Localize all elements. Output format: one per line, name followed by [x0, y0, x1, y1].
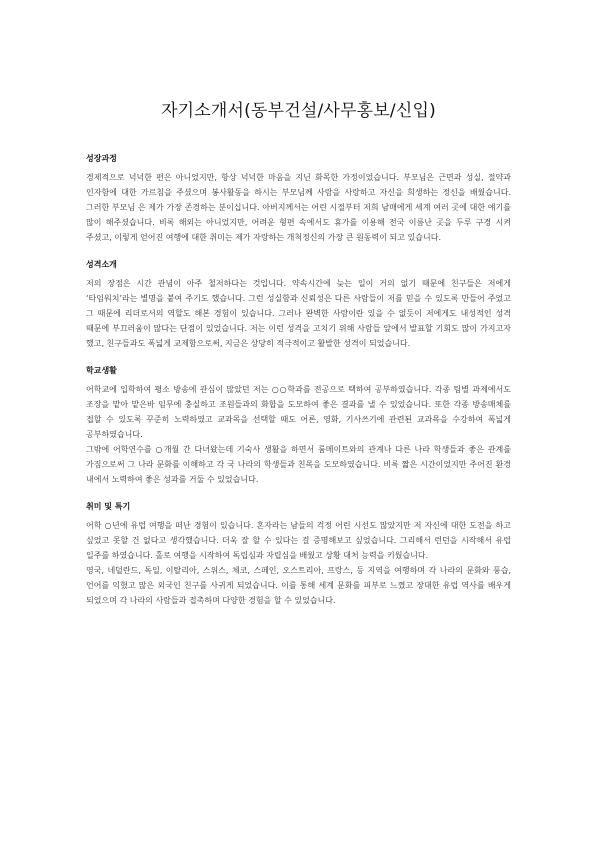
section-growth [86, 153, 511, 245]
section-school-life [86, 365, 511, 487]
document-page [86, 96, 511, 622]
section-body [86, 382, 511, 487]
document-title: 자기소개서(동부건설/사무홍보/신입) [161, 101, 436, 121]
section-body [86, 170, 511, 245]
section-body [86, 518, 511, 608]
section-heading: 취미 및 특기 [86, 502, 131, 511]
paragraph: 영국, 네덜란드, 독일, 이탈리아, 스위스, 체코, 스페인, 오스트리아, 프랑스, 등 지역을 여행하며 각 나라의 문화와 풍습, 언어를 익혔고 많은 외국인 친구를 사귀게 되었습니다. 이를 통해 세계 문화를 피부로 느꼈고 장대한 유럽 역사를 배우게 되었으며 각 나라의 사람들과 접촉하며 다양한 경험을 할 수 있었습니다. [86, 566, 511, 605]
paragraph: 저의 장점은 시간 관념이 아주 철저하다는 것입니다. 약속시간에 늦는 일이 거의 없기 때문에 친구들은 저에게 ‘타임워치’라는 별명을 붙여 주기도 했습니다. 그런 성실함과 신뢰성은 다른 사람들이 저를 믿을 수 있도록 만들어 주었고 그 때문에 리더로서의 역할도 해본 경험이 있습니다. 그러나 완벽한 사람이란 있을 수 없듯이 저에게도 내성적인 성격 때문에 부끄러움이 많다는 단점이 있었습니다. 저는 이런 성격을 고치기 위해 사람들 앞에서 발표할 기회도 많이 가지고자 했고, 친구들과도 폭넓게 교제함으로써, 지금은 상당히 적극적이고 활발한 성격이 되었습니다. [86, 279, 511, 348]
section-personality [86, 259, 511, 351]
section-heading: 성장과정 [86, 154, 117, 163]
paragraph: 어학 ○년에 유럽 여행을 떠난 경험이 있습니다. 혼자라는 남들의 걱정 어린 시선도 많았지만 저 자신에 대한 도전을 하고 싶었고 못할 건 없다고 생각했습니다. 더욱 잘 할 수 있다는 걸 증명해보고 싶었습니다. 그리해서 런던을 시작해서 유럽 일주를 하였습니다. 홀로 여행을 시작하여 독립심과 자립심을 배웠고 상황 대처 능력을 키웠습니다. [86, 521, 511, 560]
section-heading: 성격소개 [86, 260, 117, 269]
paragraph: 경제적으로 넉넉한 편은 아니었지만, 항상 넉넉한 마음을 지닌 화목한 가정이었습니다. 부모님은 근면과 성실, 절약과 인자함에 대한 가르침을 주셨으며 봉사활동을 하시는 부모님께 사람을 사랑하고 자신을 희생하는 정신을 배웠습니다. 그러한 부모님 은 제가 가장 존경하는 분이십니다. 아버지께서는 어린 시절부터 저희 남매에게 세계 여러 곳에 대한 얘기를 많이 해주셨습니다. 비록 해외는 아니었지만, 어려운 형편 속에서도 휴가를 이용해 전국 이름난 곳을 두루 구경 시켜 주셨고, 이렇게 얻어진 여행에 대한 취미는 제가 자랑하는 개척정신의 가장 큰 원동력이 되고 있습니다. [86, 173, 511, 242]
paragraph: 그밖에 어학연수를 ○개월 간 다녀왔는데 기숙사 생활을 하면서 룸메이트와의 관계나 다른 나라 학생들과 좋은 관계를 가짐으로써 그 나라 문화를 이해하고 각 국 나라의 학생들과 친목을 도모하였습니다. 비록 짧은 시간이었지만 주어진 환경 내에서 노력하여 좋은 성과를 거둘 수 있었습니다. [86, 445, 511, 484]
section-hobbies-skills [86, 501, 511, 608]
paragraph: 어학교에 입학하여 평소 방송에 관심이 많았던 저는 ○○학과를 전공으로 택하여 공부하였습니다. 각종 팀별 과제에서도 조장을 맡아 맡은바 임무에 충실하고 조원들과의 화합을 도모하여 좋은 결과를 낼 수 있었습니다. 또한 각종 방송매체를 접할 수 있도록 꾸준히 노력하였고 교과목을 선택할 때도 어론, 영화, 기사쓰기에 관련된 교과목을 수강하여 폭넓게 공부하였습니다. [86, 385, 511, 439]
section-body [86, 276, 511, 351]
section-heading: 학교생활 [86, 366, 117, 375]
